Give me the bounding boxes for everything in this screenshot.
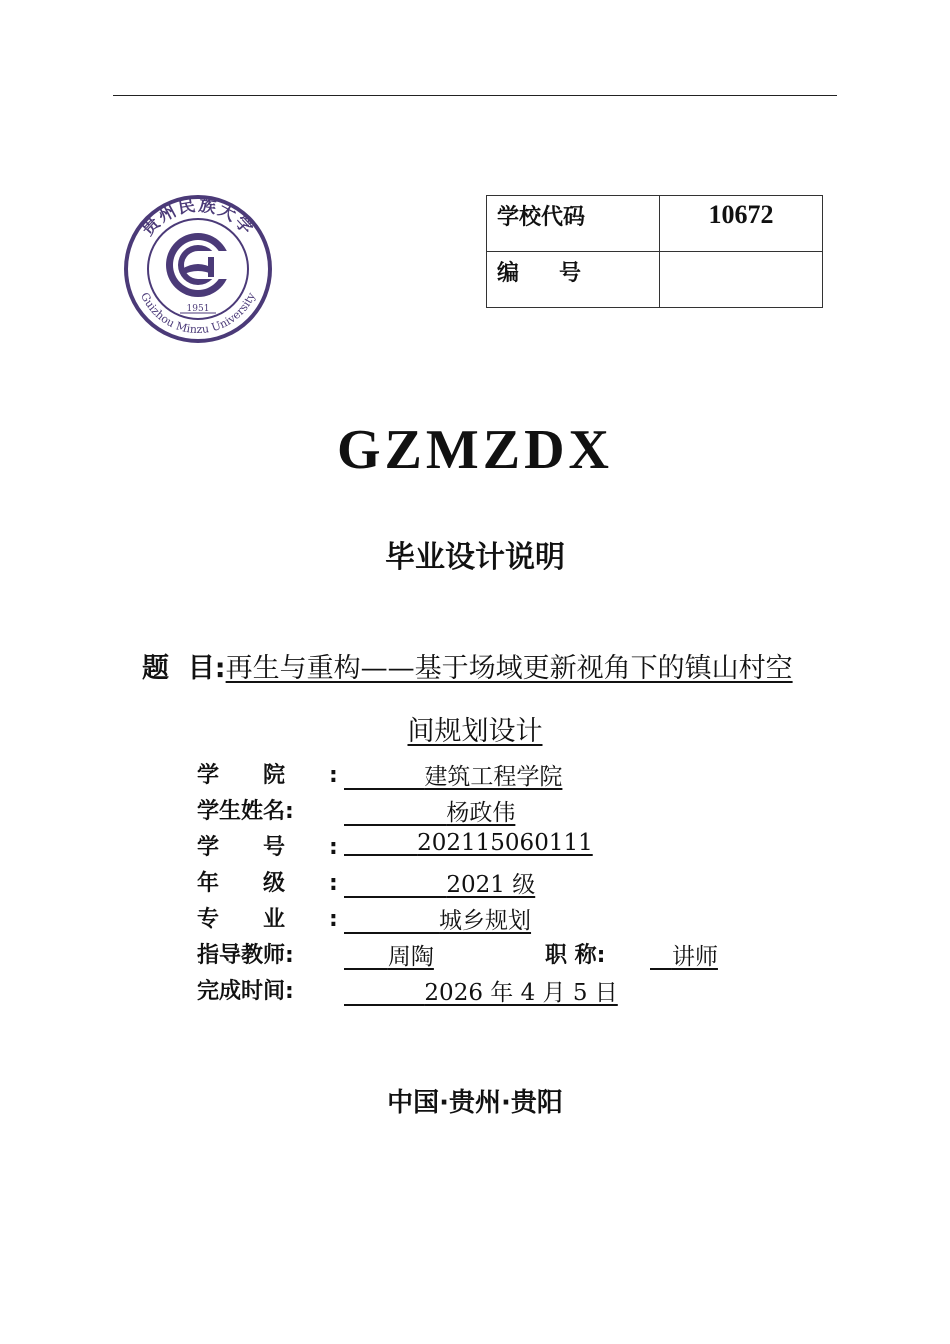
major-value: 城乡规划 [439, 908, 532, 934]
date-label: 完成时间: [197, 979, 294, 1004]
college-value: 建筑工程学院 [424, 764, 563, 790]
advisor-label: 指导教师: [197, 943, 294, 968]
header-rule [113, 95, 837, 96]
topic-text-line2: 间规划设计 [407, 716, 543, 747]
date-value: 2026 年 4 月 5 日 [424, 980, 618, 1006]
school-code-label: 学校代码 [487, 196, 660, 252]
serial-number-label: 编号 [487, 252, 660, 308]
name-value: 杨政伟 [446, 800, 516, 826]
major-label: 专业: [197, 907, 382, 932]
table-row [487, 196, 823, 252]
advisor-title-value: 讲师 [671, 944, 718, 970]
advisor-title-label: 职 称: [545, 943, 606, 968]
school-code-table [486, 195, 823, 308]
main-title: GZMZDX [337, 419, 613, 481]
topic-line-2 [0, 709, 950, 748]
grade-label: 年级: [197, 871, 382, 896]
logo-year: 1951 [186, 304, 210, 314]
student-id-label: 学号: [197, 835, 382, 860]
logo-arc-bottom-text: Guizhou Minzu University [137, 290, 259, 337]
topic-label: 题 目: [142, 653, 226, 684]
topic-line [142, 646, 793, 685]
advisor-value: 周陶 [387, 944, 434, 970]
topic-text-line1: 再生与重构——基于场域更新视角下的镇山村空 [225, 653, 793, 684]
logo-arc-top-text: 贵州民族大学 [138, 195, 258, 240]
university-logo [122, 193, 274, 345]
location-text: 中国·贵州·贵阳 [387, 1088, 563, 1118]
college-label: 学院: [197, 763, 382, 788]
school-code-value: 10672 [660, 196, 823, 252]
svg-text:贵州民族大学 [138, 194, 258, 239]
name-label: 学生姓名: [197, 799, 294, 824]
document-subtitle: 毕业设计说明 [385, 540, 565, 575]
student-id-value: 202115060111 [417, 830, 593, 856]
table-row [487, 252, 823, 308]
serial-number-value [660, 252, 823, 308]
grade-value: 2021 级 [446, 872, 536, 898]
